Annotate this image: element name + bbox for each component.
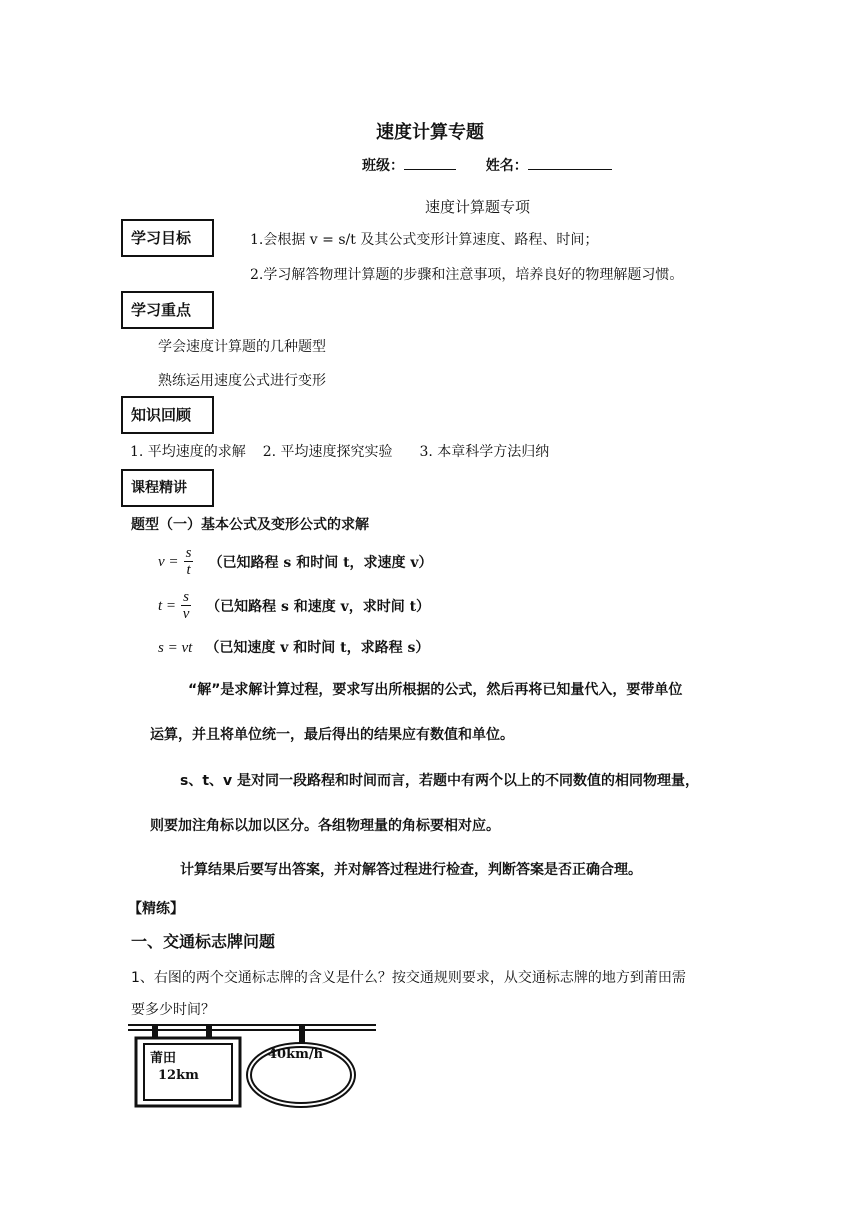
formula-velocity-note: （已知路程 s 和时间 t，求速度 v）	[208, 554, 433, 571]
formula-distance	[158, 637, 429, 657]
sign-speed: 40km/h	[268, 1047, 324, 1062]
goals-label: 学习目标	[131, 229, 192, 247]
sign-bracket-1	[152, 1026, 158, 1038]
para2-line1: s、t、v 是对同一段路程和时间而言，若题中有两个以上的不同数值的相同物理量，	[180, 773, 700, 789]
sign-place: 莆田	[150, 1051, 177, 1066]
formula-time	[158, 589, 430, 622]
name-blank	[528, 155, 612, 170]
focus-label: 学习重点	[131, 301, 192, 319]
subtitle: 速度计算题专项	[424, 198, 530, 216]
formula-velocity-num: s	[185, 545, 192, 561]
sign-distance: 12km	[158, 1068, 199, 1083]
goal-item-2: 2.学习解答物理计算题的步骤和注意事项，培养良好的物理解题习惯。	[250, 267, 684, 283]
formula-velocity-lhs: v =	[158, 554, 179, 570]
class-label: 班级：	[362, 158, 404, 174]
lecture-label: 课程精讲	[131, 480, 187, 496]
sign-bracket-3	[299, 1026, 305, 1044]
formula-time-note: （已知路程 s 和速度 v，求时间 t）	[206, 598, 431, 615]
para1-line1: “解”是求解计算过程，要求写出所根据的公式，然后再将已知量代入，要带单位	[188, 682, 683, 698]
class-blank	[404, 155, 456, 170]
page-title: 速度计算专题	[376, 122, 484, 143]
review-label-box	[121, 396, 214, 434]
review-items	[130, 441, 549, 461]
para3-line: 计算结果后要写出答案，并对解答过程进行检查，判断答案是否正确合理。	[180, 862, 642, 878]
review-item-2: 2. 平均速度探究实验	[262, 444, 393, 460]
goals-label-box	[121, 219, 214, 257]
formula-time-den: v	[182, 606, 190, 622]
formula-distance-note: （已知速度 v 和时间 t，求路程 s）	[205, 640, 430, 656]
goal-item-1: 1.会根据 v = s/t 及其公式变形计算速度、路程、时间；	[250, 232, 599, 248]
focus-label-box	[121, 291, 214, 329]
practice-label: 【精练】	[128, 901, 184, 917]
question1-line2: 要多少时间？	[131, 1002, 215, 1018]
formula-velocity-den: t	[186, 562, 191, 578]
para1-line2: 运算，并且将单位统一，最后得出的结果应有数值和单位。	[150, 727, 514, 743]
focus-item-2: 熟练运用速度公式进行变形	[158, 373, 326, 389]
lecture-label-box	[121, 469, 214, 507]
review-label: 知识回顾	[131, 406, 192, 424]
para2-line2: 则要加注角标以加以区分。各组物理量的角标要相对应。	[150, 818, 500, 834]
question1-line1: 1、右图的两个交通标志牌的含义是什么？按交通规则要求，从交通标志牌的地方到莆田需	[131, 970, 686, 986]
focus-item-1: 学会速度计算题的几种题型	[158, 339, 326, 355]
formula-time-lhs: t =	[158, 598, 177, 614]
sign-bracket-2	[206, 1026, 212, 1038]
formula-distance-lhs: s = vt	[158, 640, 193, 656]
formula-time-fraction	[181, 589, 191, 622]
name-label: 姓名：	[485, 158, 528, 174]
class-name-line	[362, 155, 612, 175]
formula-velocity-fraction	[184, 545, 194, 578]
review-item-1: 1. 平均速度的求解	[130, 444, 246, 460]
formula-velocity	[158, 545, 433, 578]
section1-heading: 一、交通标志牌问题	[131, 932, 276, 951]
traffic-signs-figure	[128, 1020, 380, 1115]
type1-heading: 题型（一）基本公式及变形公式的求解	[131, 517, 369, 533]
formula-time-num: s	[183, 589, 189, 605]
review-item-3: 3. 本章科学方法归纳	[419, 444, 550, 460]
